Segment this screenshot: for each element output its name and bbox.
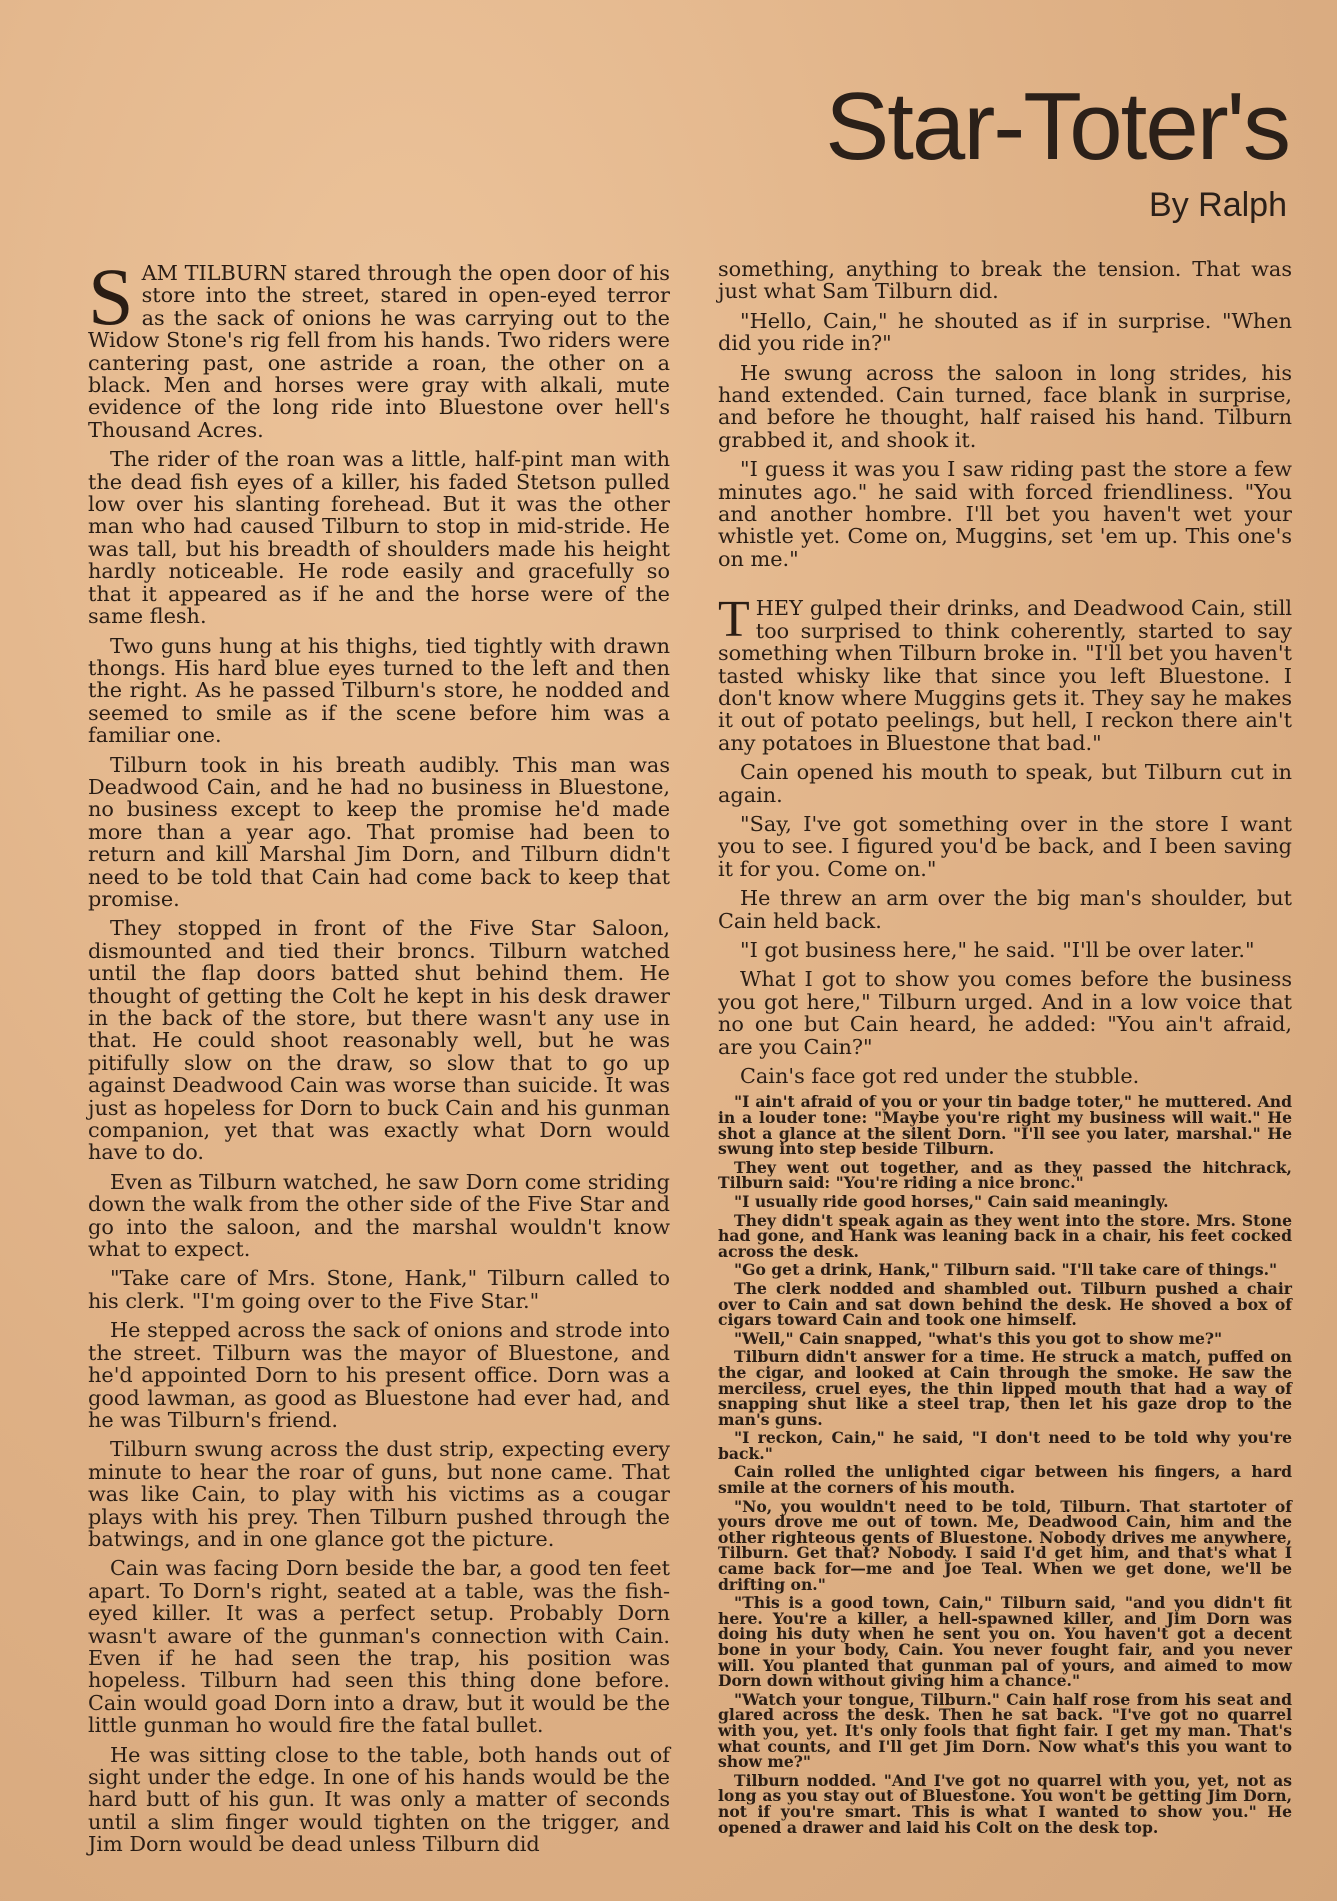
paragraph-text: gulped their drinks, and Deadwood Cain, still too surprised to think coherently, started to say something when Tilburn broke in. "I'll bet you haven't tasted whisky like that since you left Bluestone. I don't know where Muggins gets it. They say he makes it out of potato peelings, but hell, I reckon there ain't any potatoes in Bluestone that bad.": [718, 596, 1292, 755]
paragraph: "Take care of Mrs. Stone, Hank," Tilburn called to his clerk. "I'm going over to the Five Star.": [88, 1266, 670, 1313]
small-paragraph: They went out together, and as they passed the hitchrack, Tilburn said: "You're riding a nice bronc.": [718, 1157, 1292, 1193]
paragraph: "I guess it was you I saw riding past the store a few minutes ago." he said with forced friendliness. "You and another hombre. I'll bet you haven't wet your whistle yet. Come on, Muggins, set 'em up. This one's on me.": [718, 457, 1292, 571]
paragraph: Even as Tilburn watched, he saw Dorn come striding down the walk from the other side of the Five Star and go into the saloon, and the marshal wouldn't know what to expect.: [88, 1169, 670, 1262]
small-paragraph: Tilburn didn't answer for a time. He struck a match, puffed on the cigar, and looked at Cain through the smoke. He saw the merciless, cruel eyes, the thin lipped mouth that had a way of snapping shut like a steel trap, then let his gaze drop to the man's guns.: [718, 1347, 1292, 1429]
paragraph: He swung across the saloon in long strides, his hand extended. Cain turned, face blank in surprise, and before he thought, half raised his hand. Tilburn grabbed it, and shook it.: [718, 360, 1292, 452]
small-paragraph: "I reckon, Cain," he said, "I don't need to be told why you're back.": [718, 1428, 1292, 1463]
small-paragraph: "I usually ride good horses," Cain said meaningly.: [734, 1191, 1169, 1211]
small-paragraph: "I ain't afraid of you or your tin badge toter," he muttered. And in a louder tone: "Maybe you're right my business will wait." He shot a glance at the silent Dorn. "I'll see you later, marshal." He swung into step beside Tilburn.: [718, 1092, 1292, 1159]
small-paragraph: "Watch your tongue, Tilburn." Cain half rose from his seat and glared across the desk. Then he sat back. "I've got no quarrel with you, yet. It's only fools that fight fair. I get my man. That's what counts, and I'll get Jim Dorn. Now what's this you want to show me?": [718, 1689, 1292, 1772]
paragraph: "Say, I've got something over in the store I want you to see. I figured you'd be back, and I been saving it for you. Come on.": [718, 811, 1292, 881]
drop-cap: T: [718, 591, 750, 649]
paragraph: Cain's face got red under the stubble.: [740, 1064, 1140, 1088]
paragraph: Cain was facing Dorn beside the bar, a good ten feet apart. To Dorn's right, seated at a table, was the fish-eyed killer. It was a perfect setup. Probably Dorn wasn't aware of the gunman's connection with Cain. Even if he had seen the trap, his position was hopeless. Tilburn had seen this thing done before. Cain would goad Dorn into a draw, but it would be the little gunman ho would fire the fatal bullet.: [88, 1556, 670, 1738]
paragraph: Tilburn swung across the dust strip, expecting every minute to hear the roar of guns, but none came. That was like Cain, to play with his victims as a cougar plays with his prey. Then Tilburn pushed through the batwings, and in one glance got the picture.: [88, 1437, 670, 1551]
left-column: [88, 251, 670, 1863]
drop-cap: S: [88, 251, 134, 342]
small-paragraph: The clerk nodded and shambled out. Tilburn pushed a chair over to Cain and sat down behind the desk. He shoved a box of cigars toward Cain and took one himself.: [718, 1278, 1292, 1330]
paragraph: something, anything to break the tension. That was just what Sam Tilburn did.: [718, 257, 1292, 304]
small-paragraph: "Go get a drink, Hank," Tilburn said. "I'll take care of things.": [734, 1260, 1278, 1280]
paragraph: Tilburn took in his breath audibly. This man was Deadwood Cain, and he had no business in Bluestone, no business except to keep the promise he'd made more than a year ago. That promise had been to return and kill Marshal Jim Dorn, and Tilburn didn't need to be told that Cain had come back to keep that promise.: [88, 752, 670, 911]
paragraph-text: stared through the open door of his store into the street, stared in open-eyed terror as the sack of onions he was carrying out to the Widow Stone's rig fell from his hands. Two riders were cantering past, one astride a roan, the other on a black. Men and horses were gray with alkali, mute evidence of the long ride into Bluestone over hell's Thousand Acres.: [88, 261, 670, 442]
story-title: Star-Toter's: [825, 73, 1289, 180]
lead-in: HEY: [755, 596, 803, 621]
small-paragraph: "Well," Cain snapped, "what's this you got to show me?": [734, 1328, 1223, 1348]
section-break: [718, 577, 1292, 597]
small-paragraph: "No, you wouldn't need to be told, Tilburn. That startoter of yours drove me out of town. Me, Deadwood Cain, him and the other righteous gents of Bluestone. Nobody drives me anywhere, Tilburn. Get that? Nobody. I said I'd get him, and that's what I came back for—me and Joe Teal. When we get done, we'll be drifting on.": [718, 1496, 1292, 1594]
author-byline: By Ralph: [1149, 186, 1287, 224]
small-paragraph: Tilburn nodded. "And I've got no quarrel with you, yet, not as long as you stay out of Bluestone. You won't be getting Jim Dorn, not if you're smart. This is what I wanted to show you." He opened a drawer and laid his Colt on the desk top.: [718, 1770, 1292, 1837]
paragraph: He threw an arm over the big man's shoulder, but Cain held back.: [718, 886, 1292, 933]
paragraph: Cain opened his mouth to speak, but Tilburn cut in again.: [718, 760, 1292, 807]
paragraph: He stepped across the sack of onions and strode into the street. Tilburn was the mayor of Bluestone, and he'd appointed Dorn to his present office. Dorn was a good lawman, as good as Bluestone had ever had, and he was Tilburn's friend.: [88, 1318, 670, 1432]
small-paragraph: "This is a good town, Cain," Tilburn said, "and you didn't fit here. You're a killer, a hell-spawned killer, and Jim Dorn was doing his duty when he sent you on. You haven't got a decent bone in your body, Cain. You never fought fair, and you never will. You planted that gunman pal of yours, and aimed to mow Dorn down without giving him a chance.": [718, 1593, 1292, 1691]
small-paragraph: Cain rolled the unlighted cigar between his fingers, a hard smile at the corners of his mouth.: [718, 1462, 1292, 1498]
paragraph: "Hello, Cain," he shouted as if in surprise. "When did you ride in?": [718, 308, 1292, 356]
paragraph: They stopped in front of the Five Star Saloon, dismounted and tied their broncs. Tilburn watched until the flap doors batted shut behind them. He thought of getting the Colt he kept in his desk drawer in the back of the store, but there wasn't any use in that. He could shoot reasonably well, but he was pitifully slow on the draw, so slow that to go up against Deadwood Cain was worse than suicide. It was just as hopeless for Dorn to buck Cain and his gunman companion, yet that was exactly what Dorn would have to do.: [88, 916, 670, 1165]
paragraph: "I got business here," he said. "I'll be over later.": [740, 937, 1255, 962]
lead-in: AM TILBURN: [141, 261, 288, 285]
right-column: [718, 258, 1292, 1838]
section-opening-paragraph: [718, 591, 1292, 755]
small-paragraph: They didn't speak again as they went into the store. Mrs. Stone had gone, and Hank was leaning back in a chair, his feet cocked across the desk.: [718, 1210, 1292, 1261]
paragraph: The rider of the roan was a little, half-pint man with the dead fish eyes of a killer, his faded Stetson pulled low over his slanting forehead. But it was the other man who had caused Tilburn to stop in mid-stride. He was tall, but his breadth of shoulders made his height hardly noticeable. He rode easily and gracefully so that it appeared as if he and the horse were of the same flesh.: [88, 447, 670, 629]
paragraph: He was sitting close to the table, both hands out of sight under the edge. In one of his hands would be the hard butt of his gun. It was only a matter of seconds until a slim finger would tighten on the trigger, and Jim Dorn would be dead unless Tilburn did: [88, 1742, 670, 1857]
paragraph: What I got to show you comes before the business you got here," Tilburn urged. And in a low voice that no one but Cain heard, he added: "You ain't afraid, are you Cain?": [718, 967, 1292, 1059]
opening-paragraph: [88, 251, 670, 442]
paragraph: Two guns hung at his thighs, tied tightly with drawn thongs. His hard blue eyes turned to the left and then the right. As he passed Tilburn's store, he nodded and seemed to smile as if the scene before him was a familiar one.: [88, 633, 670, 748]
